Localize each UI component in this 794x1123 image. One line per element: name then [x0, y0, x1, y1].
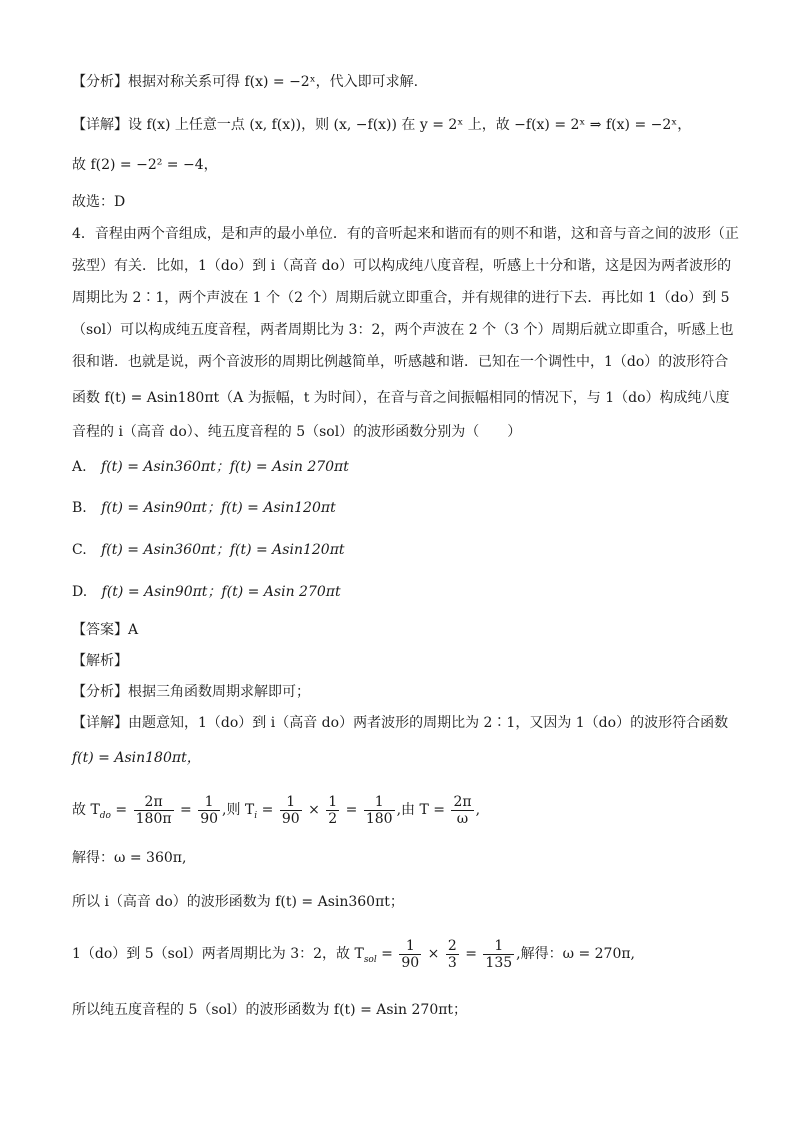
fraction: [198, 794, 220, 827]
denominator: 180: [365, 810, 393, 827]
answer-detail-1: 【详解】由题意知，1（do）到 i（高音 do）两者波形的周期比为 2∶1，又因为 1（do）的波形符合函数: [72, 715, 729, 731]
option-a: [72, 457, 349, 477]
step-text: ,则 T: [222, 802, 255, 818]
conclusion-1: 所以 i（高音 do）的波形函数为 f(t) = Asin360πt；: [72, 894, 404, 910]
step-text: ,: [475, 802, 481, 818]
step-text: ×: [423, 946, 444, 962]
fraction: [446, 938, 459, 971]
question-line-5: 很和谐．也就是说，两个音波形的周期比例越简单，听感越和谐．已知在一个调性中，1（do）的波形符合: [72, 354, 729, 370]
question-line-1: 4．音程由两个音组成，是和声的最小单位．有的音听起来和谐而有的则不和谐，这和音与音之间的波形（正: [72, 226, 739, 242]
option-b: [72, 498, 336, 518]
numerator: 1: [364, 794, 395, 811]
question-line-6: 函数 f(t) = Asin180πt（A 为振幅，t 为时间），在音与音之间振幅相同的情况下，与 1（do）构成纯八度: [72, 390, 730, 406]
fraction: [483, 938, 514, 971]
question-line-2: 弦型）有关．比如，1（do）到 i（高音 do）可以构成纯八度音程，听感上十分和谐，这是因为两者波形的: [72, 258, 732, 274]
numerator: 1: [280, 794, 302, 811]
denominator: 180π: [135, 810, 172, 827]
step-2: [72, 936, 635, 978]
choice-line: 故选：D: [72, 194, 126, 210]
fraction: [134, 794, 174, 827]
option-text: f(t) = Asin360πt；f(t) = Asin120πt: [101, 542, 345, 558]
numerator: 2π: [134, 794, 174, 811]
solve-1: 解得：ω = 360π,: [72, 850, 187, 866]
option-text: f(t) = Asin360πt；f(t) = Asin 270πt: [101, 459, 349, 475]
step-text: =: [341, 802, 362, 818]
answer-detail-2: f(t) = Asin180πt，: [72, 750, 201, 766]
answer-analysis: 【分析】根据三角函数周期求解即可；: [72, 684, 310, 700]
option-label: B.: [72, 500, 87, 516]
step-text: 1（do）到 5（sol）两者周期比为 3：2，故 T: [72, 946, 364, 962]
denominator: 90: [200, 810, 219, 827]
numerator: 1: [399, 938, 421, 955]
step-text: ,由 T =: [396, 802, 450, 818]
fraction: [326, 794, 339, 827]
numerator: 1: [483, 938, 514, 955]
question-line-4: （sol）可以构成纯五度音程，两者周期比为 3：2，两个声波在 2 个（3 个）周期后就立即重合，听感上也: [72, 322, 734, 338]
analysis-line: 【分析】根据对称关系可得 f(x) = −2ˣ，代入即可求解.: [72, 74, 419, 90]
step-text: =: [257, 802, 278, 818]
detail-line: 【详解】设 f(x) 上任意一点 (x, f(x))，则 (x, −f(x)) 在 y = 2ˣ 上，故 −f(x) = 2ˣ ⇒ f(x) = −2ˣ，: [72, 117, 692, 133]
fraction: [451, 794, 473, 827]
fraction: [280, 794, 302, 827]
denominator: 135: [485, 954, 513, 971]
option-text: f(t) = Asin90πt；f(t) = Asin120πt: [101, 500, 336, 516]
numerator: 1: [328, 793, 338, 810]
question-line-7: 音程的 i（高音 do）、纯五度音程的 5（sol）的波形函数分别为（ ）: [72, 424, 522, 440]
step-text: ,解得：ω = 270π,: [516, 946, 636, 962]
question-line-3: 周期比为 2∶1，两个声波在 1 个（2 个）周期后就立即重合，并有规律的进行下去．再比如 1（do）到 5: [72, 290, 730, 306]
option-c: [72, 540, 345, 560]
numerator: 2π: [453, 793, 472, 810]
step-text: ×: [303, 802, 325, 818]
result-line: 故 f(2) = −2² = −4，: [72, 157, 218, 173]
denominator: 3: [447, 954, 457, 971]
denominator: 90: [401, 954, 420, 971]
conclusion-2: 所以纯五度音程的 5（sol）的波形函数为 f(t) = Asin 270πt；: [72, 1002, 468, 1018]
option-text: f(t) = Asin90πt；f(t) = Asin 270πt: [101, 584, 341, 600]
step-text: =: [376, 946, 398, 962]
step-1: [72, 792, 480, 834]
step-text: =: [460, 946, 482, 962]
subscript: do: [99, 811, 111, 821]
fraction: [364, 794, 395, 827]
answer-tag: 【答案】A: [72, 622, 139, 638]
option-label: D.: [72, 584, 88, 600]
option-label: C.: [72, 542, 87, 558]
numerator: 2: [447, 937, 457, 954]
denominator: ω: [456, 810, 469, 827]
fraction: [399, 938, 421, 971]
step-text: =: [175, 802, 197, 818]
numerator: 1: [198, 794, 220, 811]
step-text: =: [110, 802, 132, 818]
option-label: A.: [72, 459, 87, 475]
jiexi-tag: 【解析】: [72, 653, 128, 669]
denominator: 90: [281, 810, 300, 827]
step-text: 故 T: [72, 802, 100, 818]
option-d: [72, 582, 341, 602]
subscript: i: [254, 811, 258, 821]
denominator: 2: [328, 810, 338, 827]
subscript: sol: [363, 955, 377, 965]
